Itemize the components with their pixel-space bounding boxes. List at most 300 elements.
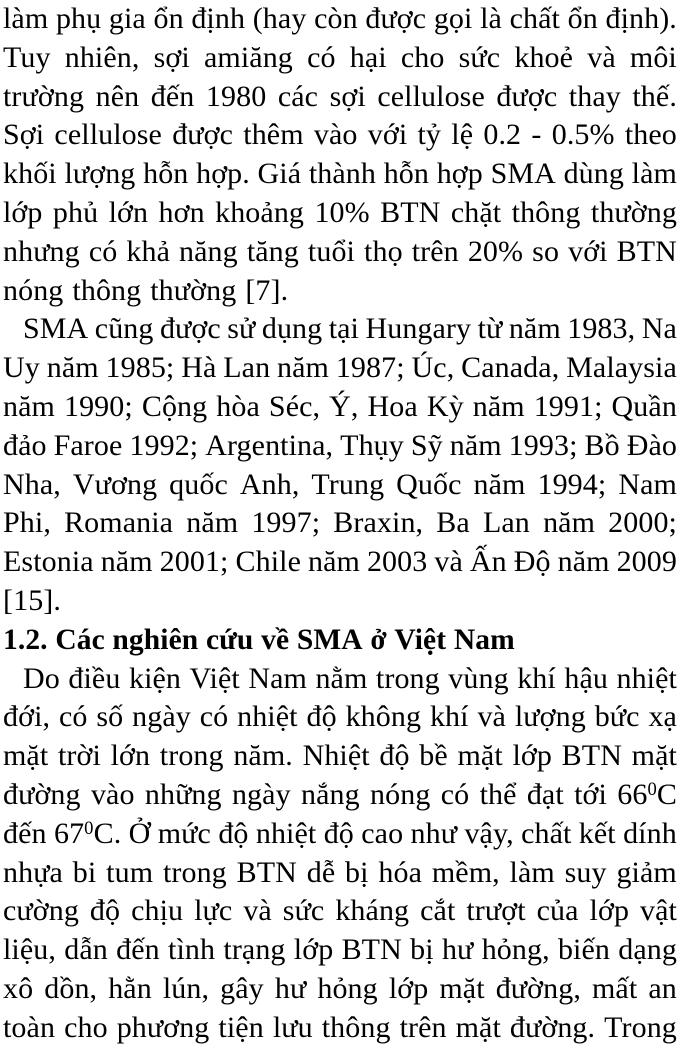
text-line: [3, 815, 677, 854]
word: liệu,: [3, 933, 56, 967]
word: nhiên,: [64, 40, 140, 74]
word: cắt: [420, 894, 456, 928]
text-line: [3, 388, 677, 427]
word: hậu: [564, 661, 608, 695]
text-line: [3, 310, 677, 349]
word: an: [648, 971, 677, 1005]
text-line: [3, 0, 677, 39]
word: cellulose: [54, 118, 162, 152]
word: những: [144, 777, 222, 811]
word: Uy: [3, 351, 40, 385]
word: gọi: [433, 2, 473, 35]
word: sợi: [153, 40, 190, 74]
word: 1983,: [567, 312, 636, 346]
word: Do: [23, 661, 60, 695]
word: hằn: [108, 971, 152, 1005]
word: không: [345, 700, 422, 734]
word: quốc: [169, 467, 228, 501]
word: năm: [186, 506, 239, 540]
word: nằm: [315, 661, 368, 695]
word: nóng: [370, 777, 431, 811]
word: còn: [314, 2, 358, 35]
word: 1992;: [129, 428, 199, 462]
word: phương: [116, 1010, 210, 1044]
word: bị: [345, 855, 369, 889]
word: xô: [3, 971, 34, 1005]
word: độ: [306, 700, 337, 734]
word: thông: [321, 1010, 391, 1044]
word: ở: [370, 623, 387, 656]
word: điều: [68, 661, 121, 695]
word: Argentina,: [205, 428, 334, 462]
word: dùng: [563, 157, 624, 191]
word: cường: [3, 894, 79, 928]
word: $67^0C$.: [53, 816, 122, 850]
word: chịu: [131, 894, 184, 928]
word: giảm: [616, 855, 677, 889]
word: SMA: [490, 157, 556, 191]
word: có: [307, 40, 336, 74]
word: khí: [517, 661, 556, 695]
word: Hungary: [365, 312, 472, 346]
word: hỏng,: [481, 933, 550, 967]
word: trên: [399, 1010, 447, 1044]
word: $66^0C$: [617, 777, 677, 811]
word: trên: [411, 234, 459, 268]
word: hòa: [216, 389, 260, 423]
word: BTN: [561, 739, 622, 773]
word: thể: [479, 777, 517, 811]
word: năm.: [233, 739, 293, 773]
word: độ: [89, 894, 121, 928]
word: Quốc: [396, 467, 462, 501]
word: cao: [361, 816, 404, 850]
word: lệ: [451, 118, 474, 152]
word: SMA: [23, 312, 89, 346]
word: Estonia: [3, 545, 94, 579]
word: trạng: [223, 933, 286, 967]
word: độ: [218, 816, 249, 850]
word: đến: [3, 816, 47, 850]
word: nhiệt: [255, 816, 317, 850]
word: thông: [511, 195, 581, 229]
word: Anh,: [239, 467, 300, 501]
word: Độ: [513, 545, 551, 579]
word: nên: [95, 79, 140, 113]
word: Chile: [235, 545, 301, 579]
word: khả: [126, 234, 170, 268]
text-line: [3, 349, 677, 388]
word: theo: [624, 118, 677, 152]
word: toàn: [3, 1010, 56, 1044]
word: định: [191, 2, 246, 35]
text-line: [3, 504, 677, 543]
word: định).: [605, 2, 677, 35]
word: mặt: [3, 739, 49, 773]
word: 1993;: [508, 428, 578, 462]
word: hỗn: [383, 157, 430, 191]
word: Ba: [436, 506, 470, 540]
word: dính: [623, 816, 677, 850]
word: Quần: [611, 389, 677, 423]
text-line: [3, 931, 677, 970]
word: trong: [159, 739, 224, 773]
word: cho: [64, 1010, 108, 1044]
word: lớp: [589, 894, 630, 928]
word: thông: [72, 273, 142, 307]
word: kháng: [335, 894, 410, 928]
word: mặt: [457, 739, 503, 773]
word: cho: [400, 40, 445, 74]
word: Tuy: [3, 40, 51, 74]
word: bề: [419, 739, 448, 773]
word: đường: [3, 777, 81, 811]
word: sợi: [329, 79, 366, 113]
word: lớp: [512, 739, 552, 773]
word: tum: [106, 855, 154, 889]
word: Cộng: [141, 389, 208, 423]
word: vậy,: [464, 816, 514, 850]
word: hợp.: [196, 157, 250, 191]
word: Úc,: [411, 351, 455, 385]
word: trượt: [466, 894, 526, 928]
word: khối: [3, 157, 57, 191]
text-line: [3, 194, 677, 233]
word: (hay: [252, 2, 307, 35]
word: ngày: [231, 777, 291, 811]
word: thay: [568, 79, 621, 113]
word: 10%: [314, 195, 370, 229]
word: nhưng: [3, 234, 80, 268]
word: thành: [308, 157, 377, 191]
word: và: [434, 545, 463, 579]
word: sức: [282, 894, 325, 928]
word: BTN: [236, 855, 297, 889]
word: tuổi: [307, 234, 355, 268]
word: 0.5%: [551, 118, 615, 152]
word: gây: [220, 971, 264, 1005]
word: Lan: [482, 506, 530, 540]
word: khoẻ: [514, 40, 574, 74]
word: Na: [641, 312, 677, 346]
word: nắng: [300, 777, 360, 811]
word: lượng: [64, 157, 136, 191]
word: BTN: [380, 195, 441, 229]
word: đến: [116, 933, 160, 967]
word: mất: [591, 971, 638, 1005]
word: 2001;: [159, 545, 229, 579]
word: đạt: [526, 777, 564, 811]
word: kiện: [128, 661, 182, 695]
word: lớp: [3, 195, 43, 229]
word: vật: [640, 894, 677, 928]
word: Malaysia: [566, 351, 677, 385]
word: là: [480, 2, 502, 35]
word: sức: [458, 40, 501, 74]
word: Romania: [64, 506, 174, 540]
word: số: [96, 700, 124, 734]
word: làm: [631, 157, 677, 191]
word: nhiệt: [237, 700, 298, 734]
word: 1980: [205, 79, 267, 113]
word: đường.: [509, 1010, 596, 1044]
word: thọ: [364, 234, 403, 268]
word: hư: [274, 971, 307, 1005]
word: thêm: [243, 118, 304, 152]
word: có: [58, 700, 88, 734]
text-line: [3, 660, 677, 699]
word: Hà: [181, 351, 217, 385]
word: chất: [521, 816, 572, 850]
text-line: [3, 466, 677, 505]
word: hóa: [378, 855, 423, 889]
word: độ: [379, 739, 410, 773]
word: vùng: [448, 661, 509, 695]
text-line: [3, 776, 677, 815]
word: Séc,: [268, 389, 321, 423]
word: [7].: [245, 273, 289, 307]
word: Sỹ: [410, 428, 443, 462]
text-line: [3, 116, 677, 155]
text-line: [3, 155, 677, 194]
word: xạ: [648, 700, 677, 734]
word: Các: [55, 623, 105, 656]
word: vào: [90, 777, 135, 811]
word: hợp: [436, 157, 483, 191]
word: thường: [150, 273, 237, 307]
word: SMA: [296, 623, 363, 656]
word: làm: [3, 2, 49, 35]
word: hơn: [158, 195, 205, 229]
word: cũng: [94, 312, 154, 346]
word: Thụy: [340, 428, 404, 462]
word: làm: [509, 855, 555, 889]
word: mặt: [439, 971, 485, 1005]
word: từ: [477, 312, 503, 346]
word: đảo: [3, 428, 47, 462]
word: mặt: [631, 739, 677, 773]
word: 2003: [366, 545, 428, 579]
word: gia: [108, 2, 146, 35]
word: như: [410, 816, 458, 850]
word: 0.2: [483, 118, 522, 152]
text-line: [3, 1009, 677, 1048]
word: bi: [72, 855, 97, 889]
word: kết: [578, 816, 616, 850]
word: của: [536, 894, 579, 928]
text-line: [3, 427, 677, 466]
word: 1985;: [105, 351, 175, 385]
word: mặt: [455, 1010, 501, 1044]
word: Sợi: [3, 118, 45, 152]
word: đến: [150, 79, 195, 113]
word: các: [277, 79, 319, 113]
word: năm: [277, 351, 329, 385]
word: nóng: [3, 273, 64, 307]
word: suy: [564, 855, 607, 889]
word: độ: [323, 816, 354, 850]
word: lớn: [110, 739, 151, 773]
word: Faroe: [53, 428, 123, 462]
word: Lan: [223, 351, 271, 385]
word: so: [532, 234, 560, 268]
word: và: [477, 700, 506, 734]
word: cellulose: [377, 79, 485, 113]
word: Nha,: [3, 467, 61, 501]
word: khoảng: [215, 195, 305, 229]
word: trong: [375, 661, 440, 695]
word: và: [587, 40, 616, 74]
text-line: [3, 737, 677, 776]
word: dụng: [261, 312, 323, 346]
word: được: [172, 118, 234, 152]
word: Trong: [604, 1010, 677, 1044]
word: thường: [590, 195, 677, 229]
word: ngày: [132, 700, 191, 734]
word: tại: [328, 312, 359, 346]
word: 2009: [616, 545, 677, 579]
word: tình: [168, 933, 216, 967]
word: lún,: [162, 971, 210, 1005]
word: Ý,: [329, 389, 359, 423]
word: mức: [157, 816, 211, 850]
word: lực: [194, 894, 233, 928]
word: Vương: [72, 467, 158, 501]
word: về: [261, 623, 290, 656]
section-heading-line: [3, 621, 677, 660]
word: vào: [313, 118, 358, 152]
word: tỷ: [417, 118, 442, 152]
word: Ấn: [469, 545, 507, 579]
word: Nhiệt: [302, 739, 370, 773]
word: Trung: [311, 467, 385, 501]
text-column: [3, 0, 677, 1048]
word: năm: [46, 351, 99, 385]
word: ổn: [153, 2, 184, 35]
word: Phi,: [3, 506, 51, 540]
word: Nam: [618, 467, 677, 501]
word: 2000;: [608, 506, 677, 540]
word: với: [367, 118, 408, 152]
word: năm: [307, 545, 360, 579]
word: nhựa: [3, 855, 63, 889]
word: 1987;: [335, 351, 405, 385]
word: dẫn: [64, 933, 108, 967]
word: trong: [162, 855, 227, 889]
word: đới,: [3, 700, 51, 734]
word: năm: [508, 312, 561, 346]
word: hỏng: [317, 971, 378, 1005]
word: được: [159, 312, 221, 346]
word: trời: [57, 739, 101, 773]
word: năm: [3, 389, 55, 423]
word: tới: [574, 777, 607, 811]
text-line: [3, 698, 677, 737]
word: có: [440, 777, 470, 811]
word: lượng: [514, 700, 586, 734]
word: tăng: [246, 234, 299, 268]
word: lớp: [293, 933, 334, 967]
word: có: [88, 234, 118, 268]
word: BTN: [616, 234, 677, 268]
word: môi: [629, 40, 677, 74]
word: sử: [227, 312, 256, 346]
word: Ở: [128, 816, 151, 850]
word: 20%: [467, 234, 524, 268]
word: chặt: [450, 195, 502, 229]
word: Giá: [257, 157, 302, 191]
word: cứu: [205, 623, 254, 656]
word: được: [365, 2, 427, 35]
word: Hoa: [367, 389, 418, 423]
word: năm: [557, 545, 610, 579]
word: thế.: [632, 79, 677, 113]
word: hỗn: [143, 157, 189, 191]
word: hư: [441, 933, 474, 967]
word: bức: [594, 700, 640, 734]
superscript: 0: [84, 817, 94, 839]
word: lưu: [272, 1010, 313, 1044]
word: 1.2.: [3, 623, 48, 656]
word: hại: [349, 40, 387, 74]
word: năm: [543, 506, 596, 540]
word: mềm,: [431, 855, 500, 889]
word: năm: [449, 428, 502, 462]
superscript: 0: [647, 779, 657, 801]
word: năm: [472, 389, 525, 423]
word: Nam: [248, 661, 307, 695]
word: 1994;: [537, 467, 607, 501]
word: chất: [509, 2, 560, 35]
word: biến: [557, 933, 611, 967]
word: với: [568, 234, 608, 268]
text-line: [3, 892, 677, 931]
word: phủ: [52, 195, 99, 229]
word: Kỳ: [426, 389, 464, 423]
word: dạng: [618, 933, 677, 967]
word: lớn: [108, 195, 149, 229]
word: năng: [179, 234, 238, 268]
word: được: [496, 79, 558, 113]
word: Nam: [453, 623, 515, 656]
word: tiện: [218, 1010, 264, 1044]
word: năm: [100, 545, 153, 579]
word: -: [531, 118, 542, 152]
word: Việt: [394, 623, 447, 656]
word: ổn: [567, 2, 598, 35]
word: Canada,: [461, 351, 560, 385]
text-line: [3, 970, 677, 1009]
word: và: [243, 894, 272, 928]
word: nhiệt: [616, 661, 677, 695]
word: Bồ: [584, 428, 620, 462]
word: [15].: [3, 583, 61, 617]
word: phụ: [55, 2, 102, 35]
word: BTN: [341, 933, 402, 967]
word: có: [199, 700, 229, 734]
word: nghiên: [112, 623, 199, 656]
word: lớp: [388, 971, 429, 1005]
text-line: [3, 582, 677, 621]
word: Việt: [189, 661, 240, 695]
word: Braxin,: [333, 506, 424, 540]
word: 1997;: [251, 506, 321, 540]
word: trường: [3, 79, 85, 113]
word: 1990;: [63, 389, 133, 423]
text-line: [3, 543, 677, 582]
word: đường,: [495, 971, 581, 1005]
word: Đào: [626, 428, 677, 462]
